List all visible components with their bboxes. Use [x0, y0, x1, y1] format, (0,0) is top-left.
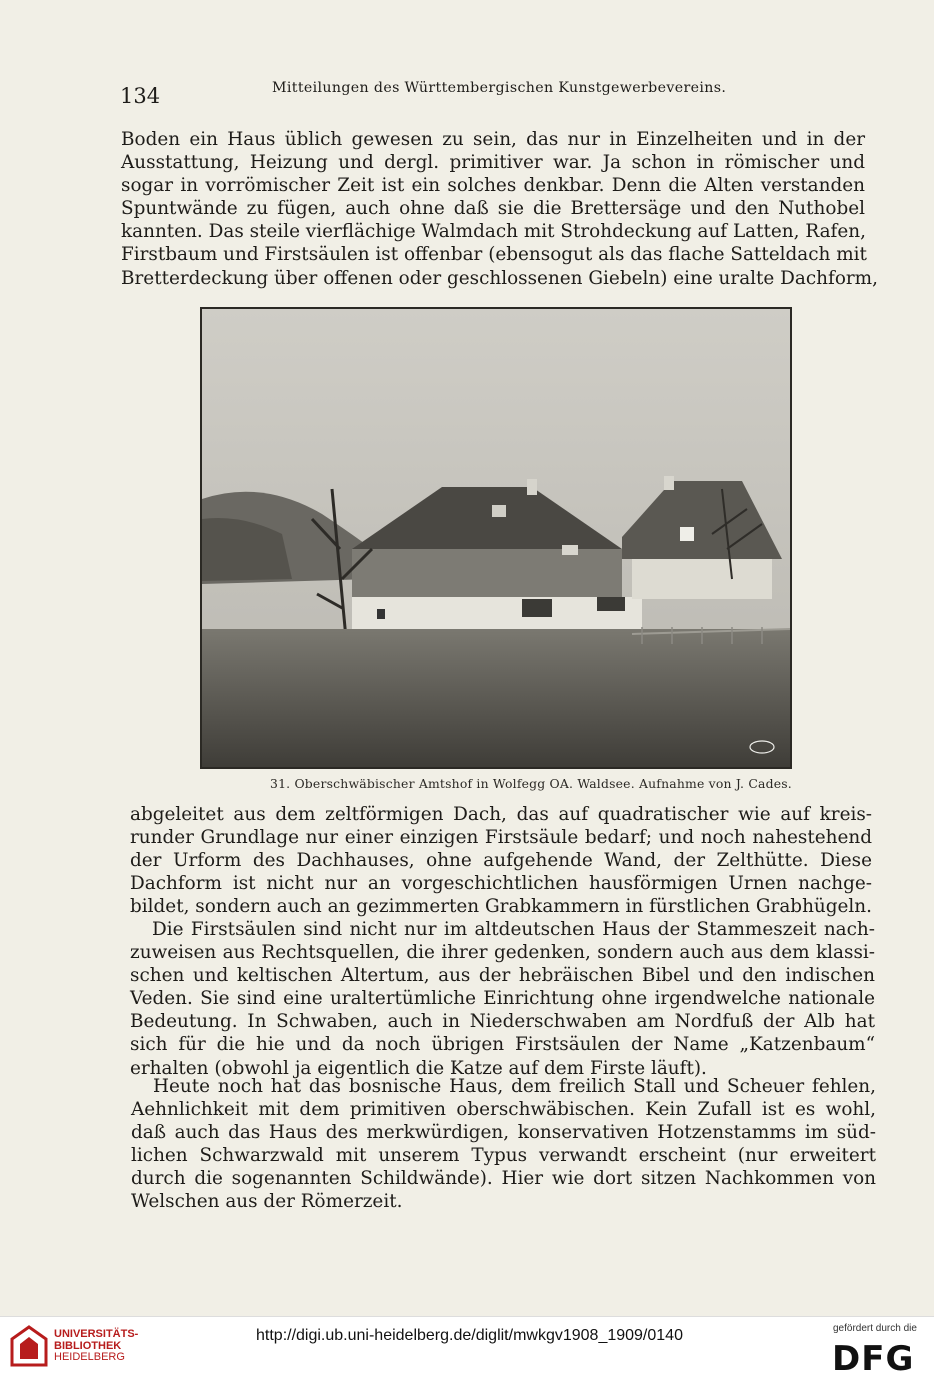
- paragraph-3: [130, 918, 875, 1080]
- text-line: abgeleitet aus dem zeltförmigen Dach, das auf quadratischer wie auf kreis-: [130, 804, 872, 825]
- text-line: erhalten (obwohl ja eigentlich die Katze auf dem Firste läuft).: [130, 1057, 707, 1079]
- text-line: Spuntwände zu fügen, auch ohne daß sie die Brettersäge und den Nuthobel: [121, 198, 865, 220]
- text-line: Firstbaum und Firstsäulen ist offenbar (ebensogut als das flache Satteldach mit: [121, 244, 867, 266]
- text-line: bildet, sondern auch an gezimmerten Grabkammern in fürstlichen Grabhügeln.: [130, 896, 872, 918]
- text-line: sogar in vorrömischer Zeit ist ein solches denkbar. Denn die Alten verstanden: [121, 175, 865, 197]
- library-name: [54, 1329, 138, 1364]
- text-line: Bretterdeckung über offenen oder geschlossenen Giebeln) eine uralte Dachform,: [121, 267, 878, 289]
- text-line: Boden ein Haus üblich gewesen zu sein, das nur in Einzelheiten und in der: [121, 129, 865, 150]
- funded-by-label: gefördert durch die: [833, 1323, 917, 1334]
- paragraph-4: [131, 1075, 876, 1214]
- source-url-link[interactable]: http://digi.ub.uni-heidelberg.de/diglit/mwkgv1908_1909/0140: [256, 1327, 683, 1344]
- farmhouse-photo-image: [202, 309, 790, 767]
- text-line: Aehnlichkeit mit dem primitiven oberschwäbischen. Kein Zufall ist es wohl,: [131, 1099, 876, 1121]
- library-name-line: UNIVERSITÄTS-: [54, 1328, 139, 1340]
- paragraph-1: [121, 128, 878, 290]
- text-line: runder Grundlage nur einer einzigen Firstsäule bedarf; und noch nahestehend: [130, 827, 872, 849]
- text-line: der Urform des Dachhauses, ohne aufgehende Wand, der Zelthütte. Diese: [130, 850, 872, 872]
- text-line: Dachform ist nicht nur an vorgeschichtlichen hausförmigen Urnen nachge-: [130, 873, 872, 895]
- library-name-line: HEIDELBERG: [54, 1351, 125, 1363]
- paragraph-2: [130, 803, 872, 918]
- text-line: Ausstattung, Heizung und dergl. primitiver war. Ja schon in römischer und: [121, 152, 865, 174]
- dfg-logo: DFG: [832, 1339, 915, 1379]
- running-head: Mitteilungen des Württembergischen Kunstgewerbevereins.: [272, 80, 727, 96]
- library-name-line: BIBLIOTHEK: [54, 1339, 122, 1352]
- figure-caption: 31. Oberschwäbischer Amtshof in Wolfegg OA. Waldsee. Aufnahme von J. Cades.: [270, 776, 792, 791]
- text-line: sich für die hie und da noch übrigen Firstsäulen der Name „Katzenbaum“: [130, 1034, 875, 1056]
- text-line: daß auch das Haus des merkwürdigen, konservativen Hotzenstamms im süd-: [131, 1122, 876, 1144]
- page-number: 134: [120, 84, 161, 108]
- text-line: Veden. Sie sind eine uraltertümliche Einrichtung ohne irgendwelche nationale: [130, 988, 875, 1010]
- text-line: zuweisen aus Rechtsquellen, die ihrer gedenken, sondern auch aus dem klassi-: [130, 942, 875, 964]
- text-line: lichen Schwarzwald mit unserem Typus verwandt erscheint (nur erweitert: [131, 1145, 876, 1167]
- photograph: [200, 307, 792, 769]
- university-library-logo-icon: [10, 1325, 48, 1367]
- digitization-footer: [0, 1316, 934, 1382]
- text-line: schen und keltischen Altertum, aus der hebräischen Bibel und den indischen: [130, 965, 875, 987]
- text-line: durch die sogenannten Schildwände). Hier wie dort sitzen Nachkommen von: [131, 1168, 876, 1190]
- text-line: kannten. Das steile vierflächige Walmdach mit Strohdeckung auf Latten, Rafen,: [121, 221, 866, 243]
- text-line: Heute noch hat das bosnische Haus, dem freilich Stall und Scheuer fehlen,: [153, 1076, 876, 1097]
- text-line: Welschen aus der Römerzeit.: [131, 1191, 403, 1213]
- text-line: Bedeutung. In Schwaben, auch in Niederschwaben am Nordfuß der Alb hat: [130, 1011, 875, 1033]
- text-line: Die Firstsäulen sind nicht nur im altdeutschen Haus der Stammeszeit nach-: [152, 919, 875, 940]
